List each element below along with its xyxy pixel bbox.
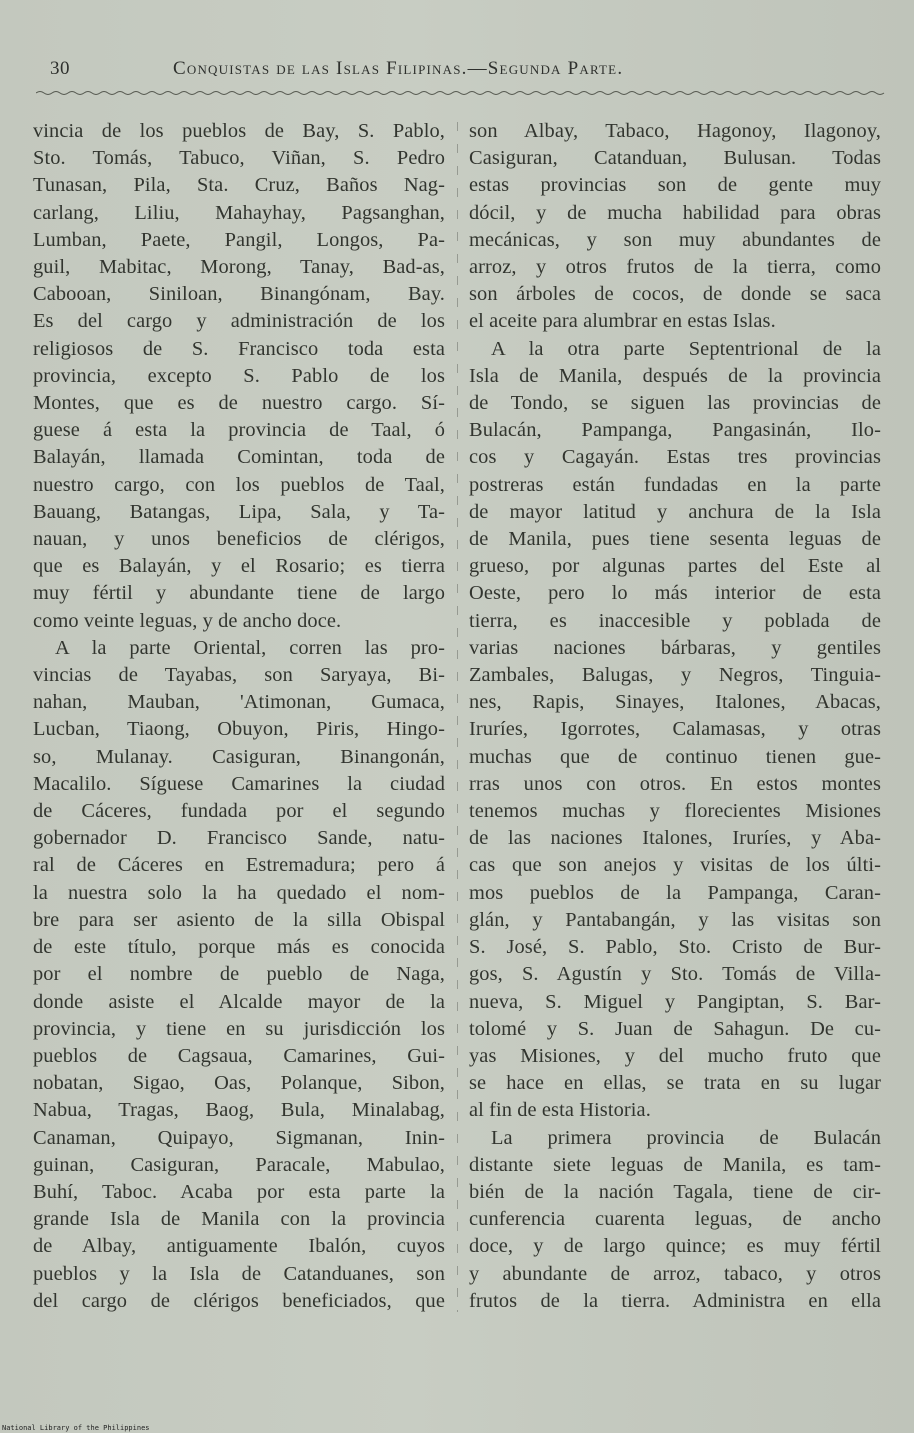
text-line: carlang, Liliu, Mahayhay, Pagsanghan,: [33, 201, 445, 224]
page-number: 30: [50, 58, 70, 79]
text-line: tenemos muchas y florecientes Misiones: [469, 800, 881, 823]
text-line: Macalilo. Síguese Camarines la ciudad: [33, 772, 445, 795]
text-line: mecánicas, y son muy abundantes de: [469, 228, 881, 251]
text-line: Es del cargo y administración de los: [33, 310, 445, 333]
text-line: A la otra parte Septentrional de la: [491, 337, 881, 360]
text-line: A la parte Oriental, corren las pro-: [55, 636, 445, 659]
text-line: muy fértil y abundante tiene de largo: [33, 582, 445, 605]
text-line: Lumban, Paete, Pangil, Longos, Pa-: [33, 228, 445, 251]
text-line: la nuestra solo la ha quedado el nom-: [33, 881, 445, 904]
text-line: arroz, y otros frutos de la tierra, como: [469, 256, 881, 279]
running-title: Conquistas de las Islas Filipinas.—Segunda Parte.: [173, 58, 624, 79]
text-line: distante siete leguas de Manila, es tam-: [469, 1153, 881, 1176]
text-line: Canaman, Quipayo, Sigmanan, Inin-: [33, 1126, 445, 1149]
text-line: Nabua, Tragas, Baog, Bula, Minalabag,: [33, 1099, 445, 1122]
text-line: de Tondo, se siguen las provincias de: [469, 392, 881, 415]
text-line: S. José, S. Pablo, Sto. Cristo de Bur-: [469, 936, 881, 959]
header-ornamental-rule: [36, 90, 886, 96]
library-watermark: National Library of the Philippines: [2, 1424, 150, 1432]
text-line: se hace en ellas, se trata en su lugar: [469, 1072, 881, 1095]
text-line: religiosos de S. Francisco toda esta: [33, 337, 445, 360]
page-header: [50, 58, 870, 88]
text-line: frutos de la tierra. Administra en ella: [469, 1289, 881, 1312]
text-line: tierra, es inaccesible y poblada de: [469, 609, 881, 632]
text-line: son Albay, Tabaco, Hagonoy, Ilagonoy,: [469, 120, 881, 142]
text-line: estas provincias son de gente muy: [469, 174, 881, 197]
text-line: Lucban, Tiaong, Obuyon, Piris, Hingo-: [33, 718, 445, 741]
text-line: provincia, y tiene en su jurisdicción los: [33, 1017, 445, 1040]
text-line: al fin de esta Historia.: [469, 1099, 651, 1122]
text-line: grueso, por algunas partes del Este al: [469, 555, 881, 578]
text-line: vincia de los pueblos de Bay, S. Pablo,: [33, 120, 445, 142]
text-line: vincias de Tayabas, son Saryaya, Bi-: [33, 664, 445, 687]
right-text-column: [469, 118, 881, 1315]
text-line: de Cáceres, fundada por el segundo: [33, 800, 445, 823]
text-line: grande Isla de Manila con la provincia: [33, 1208, 445, 1231]
text-line: postreras están fundadas en la parte: [469, 473, 881, 496]
text-line: rras unos con otros. En estos montes: [469, 772, 881, 795]
text-line: el aceite para alumbrar en estas Islas.: [469, 310, 776, 333]
text-line: Tunasan, Pila, Sta. Cruz, Baños Nag-: [33, 174, 445, 197]
text-line: tolomé y S. Juan de Sahagun. De cu-: [469, 1017, 881, 1040]
text-line: Sto. Tomás, Tabuco, Viñan, S. Pedro: [33, 147, 445, 170]
text-line: La primera provincia de Bulacán: [491, 1126, 881, 1149]
text-line: del cargo de clérigos beneficiados, que: [33, 1289, 445, 1312]
text-line: cos y Cagayán. Estas tres provincias: [469, 446, 881, 469]
text-line: Isla de Manila, después de la provincia: [469, 364, 881, 387]
text-line: de las naciones Italones, Iruríes, y Aba-: [469, 827, 881, 850]
text-line: pueblos y la Isla de Catanduanes, son: [33, 1262, 445, 1285]
text-line: nauan, y unos beneficios de clérigos,: [33, 528, 445, 551]
text-line: muchas que de continuo tienen gue-: [469, 745, 881, 768]
text-line: varias naciones bárbaras, y gentiles: [469, 636, 881, 659]
text-line: nahan, Mauban, 'Atimonan, Gumaca,: [33, 691, 445, 714]
text-line: bre para ser asiento de la silla Obispal: [33, 908, 445, 931]
text-line: cas que son anejos y visitas de los últi-: [469, 854, 881, 877]
text-line: dócil, y de mucha habilidad para obras: [469, 201, 881, 224]
text-line: Bauang, Batangas, Lipa, Sala, y Ta-: [33, 500, 445, 523]
text-line: son árboles de cocos, de donde se saca: [469, 283, 881, 306]
text-line: nes, Rapis, Sinayes, Italones, Abacas,: [469, 691, 881, 714]
text-line: guese á esta la provincia de Taal, ó: [33, 419, 445, 442]
text-line: Bulacán, Pampanga, Pangasinán, Ilo-: [469, 419, 881, 442]
text-line: cunferencia cuarenta leguas, de ancho: [469, 1208, 881, 1231]
text-line: Montes, que es de nuestro cargo. Sí-: [33, 392, 445, 415]
text-line: gobernador D. Francisco Sande, natu-: [33, 827, 445, 850]
text-line: doce, y de largo quince; es muy fértil: [469, 1235, 881, 1258]
text-line: pueblos de Cagsaua, Camarines, Gui-: [33, 1044, 445, 1067]
text-line: so, Mulanay. Casiguran, Binangonán,: [33, 745, 445, 768]
text-line: guinan, Casiguran, Paracale, Mabulao,: [33, 1153, 445, 1176]
text-line: de este título, porque más es conocida: [33, 936, 445, 959]
text-line: Oeste, pero lo más interior de esta: [469, 582, 881, 605]
text-line: y abundante de arroz, tabaco, y otros: [469, 1262, 881, 1285]
text-line: provincia, excepto S. Pablo de los: [33, 364, 445, 387]
text-line: como veinte leguas, y de ancho doce.: [33, 609, 342, 632]
text-line: ral de Cáceres en Estremadura; pero á: [33, 854, 445, 877]
text-line: Casiguran, Catanduan, Bulusan. Todas: [469, 147, 881, 170]
text-line: nobatan, Sigao, Oas, Polanque, Sibon,: [33, 1072, 445, 1095]
text-line: guil, Mabitac, Morong, Tanay, Bad-as,: [33, 256, 445, 279]
text-line: que es Balayán, y el Rosario; es tierra: [33, 555, 445, 578]
text-line: Cabooan, Siniloan, Binangónam, Bay.: [33, 283, 445, 306]
text-line: nueva, S. Miguel y Pangiptan, S. Bar-: [469, 990, 881, 1013]
text-line: donde asiste el Alcalde mayor de la: [33, 990, 445, 1013]
text-line: Buhí, Taboc. Acaba por esta parte la: [33, 1180, 445, 1203]
text-line: nuestro cargo, con los pueblos de Taal,: [33, 473, 445, 496]
text-line: Balayán, llamada Comintan, toda de: [33, 446, 445, 469]
text-line: Iruríes, Igorrotes, Calamasas, y otras: [469, 718, 881, 741]
text-line: de Manila, pues tiene sesenta leguas de: [469, 528, 881, 551]
text-line: mos pueblos de la Pampanga, Caran-: [469, 881, 881, 904]
text-line: bién de la nación Tagala, tiene de cir-: [469, 1180, 881, 1203]
column-divider: [457, 122, 458, 1312]
text-line: Zambales, Balugas, y Negros, Tinguia-: [469, 664, 881, 687]
text-line: yas Misiones, y del mucho fruto que: [469, 1044, 881, 1067]
text-line: de mayor latitud y anchura de la Isla: [469, 500, 881, 523]
left-text-column: [33, 118, 445, 1315]
text-line: por el nombre de pueblo de Naga,: [33, 963, 445, 986]
text-line: gos, S. Agustín y Sto. Tomás de Villa-: [469, 963, 881, 986]
text-line: de Albay, antiguamente Ibalón, cuyos: [33, 1235, 445, 1258]
text-line: glán, y Pantabangán, y las visitas son: [469, 908, 881, 931]
